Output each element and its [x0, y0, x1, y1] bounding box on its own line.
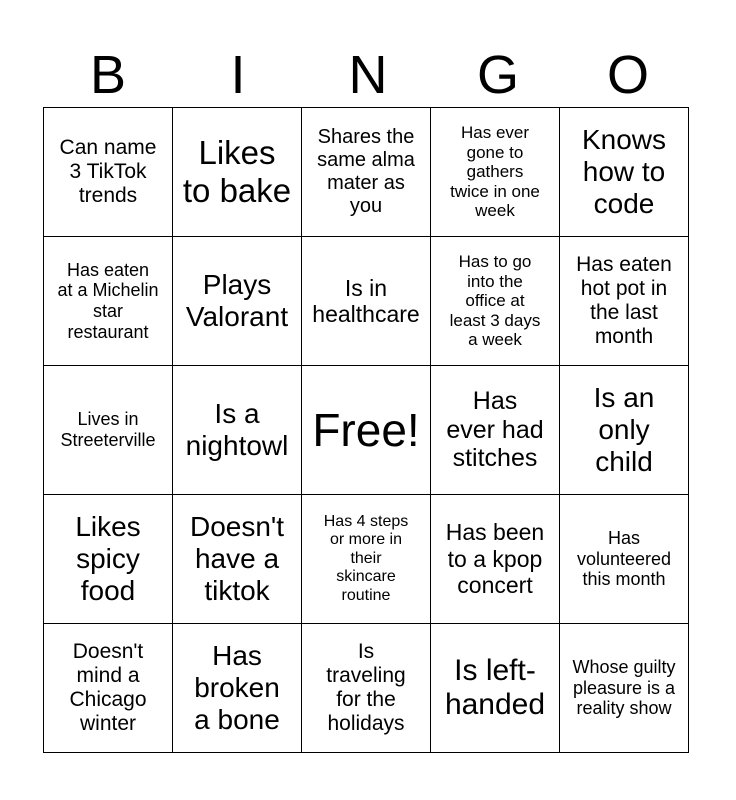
bingo-row [44, 237, 689, 366]
bingo-cell[interactable]: Whose guilty pleasure is a reality show [560, 624, 689, 753]
bingo-card [43, 107, 689, 753]
bingo-cell[interactable]: Lives in Streeterville [44, 366, 173, 495]
header-letter-o: O [606, 45, 649, 105]
bingo-row [44, 366, 689, 495]
bingo-cell[interactable]: Is in healthcare [302, 237, 431, 366]
bingo-cell[interactable]: Has ever gone to gathers twice in one week [431, 108, 560, 237]
bingo-cell[interactable]: Has been to a kpop concert [431, 495, 560, 624]
bingo-row [44, 624, 689, 753]
header-letter-b: B [89, 45, 127, 105]
bingo-cell[interactable]: Is an only child [560, 366, 689, 495]
bingo-cell[interactable]: Is traveling for the holidays [302, 624, 431, 753]
bingo-cell[interactable]: Has volunteered this month [560, 495, 689, 624]
free-space[interactable]: Free! [302, 366, 431, 495]
bingo-cell[interactable]: Is left- handed [431, 624, 560, 753]
bingo-cell[interactable]: Has 4 steps or more in their skincare routine [302, 495, 431, 624]
bingo-cell[interactable]: Can name 3 TikTok trends [44, 108, 173, 237]
bingo-cell[interactable]: Doesn't mind a Chicago winter [44, 624, 173, 753]
header-letter-i: I [230, 45, 246, 105]
bingo-row [44, 495, 689, 624]
bingo-cell[interactable]: Has to go into the office at least 3 days a week [431, 237, 560, 366]
bingo-cell[interactable]: Doesn't have a tiktok [173, 495, 302, 624]
bingo-cell[interactable]: Has ever had stitches [431, 366, 560, 495]
bingo-cell[interactable]: Is a nightowl [173, 366, 302, 495]
bingo-cell[interactable]: Plays Valorant [173, 237, 302, 366]
header-letter-g: G [476, 45, 519, 105]
header-letter-n: N [348, 45, 388, 105]
bingo-cell[interactable]: Knows how to code [560, 108, 689, 237]
bingo-cell[interactable]: Has broken a bone [173, 624, 302, 753]
bingo-cell[interactable]: Likes spicy food [44, 495, 173, 624]
bingo-cell[interactable]: Shares the same alma mater as you [302, 108, 431, 237]
bingo-cell[interactable]: Has eaten hot pot in the last month [560, 237, 689, 366]
bingo-header [43, 44, 693, 106]
bingo-row [44, 108, 689, 237]
bingo-cell[interactable]: Likes to bake [173, 108, 302, 237]
bingo-cell[interactable]: Has eaten at a Michelin star restaurant [44, 237, 173, 366]
